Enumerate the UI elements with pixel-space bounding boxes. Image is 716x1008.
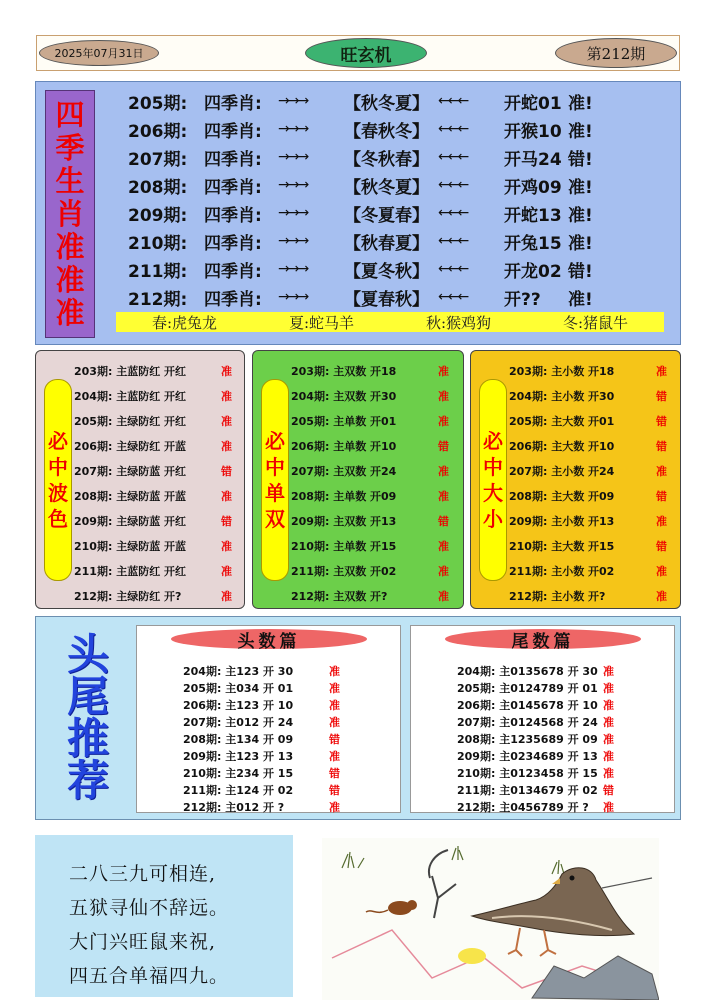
row-result: 准 xyxy=(603,732,614,746)
page-title: 旺玄机 xyxy=(305,38,427,68)
row-text: 205期: 主034 开 01 xyxy=(183,681,294,695)
arrow-left-icon: ←←← xyxy=(438,121,468,137)
row-text: 204期: 主小数 开30 xyxy=(509,390,615,403)
row-text: 210期: 主绿防蓝 开蓝 xyxy=(74,540,187,553)
prediction-issue: 208期: xyxy=(128,177,188,198)
row-result: 准 xyxy=(656,365,667,378)
row-text: 211期: 主双数 开02 xyxy=(291,565,397,578)
row-result: 错 xyxy=(329,783,340,797)
table-row xyxy=(291,486,449,506)
row-text: 212期: 主012 开 ? xyxy=(183,800,285,814)
arrow-right-icon: →→→ xyxy=(278,93,308,109)
row-result: 错 xyxy=(656,440,667,453)
table-row xyxy=(509,461,667,481)
prediction-group: 【秋冬夏】 xyxy=(344,93,429,114)
head-number-panel xyxy=(136,625,401,813)
title-char: 必 xyxy=(483,429,503,453)
big-small-box xyxy=(470,350,681,609)
table-row xyxy=(74,436,232,456)
wave-color-title xyxy=(44,379,72,581)
row-result: 准 xyxy=(329,698,340,712)
row-text: 208期: 主单数 开09 xyxy=(291,490,397,503)
row-text: 204期: 主双数 开30 xyxy=(291,390,397,403)
row-text: 210期: 主0123458 开 15 xyxy=(457,766,598,780)
table-row xyxy=(457,730,617,747)
date-badge: 2025年07月31日 xyxy=(39,40,159,66)
row-result: 错 xyxy=(656,490,667,503)
arrow-left-icon: ←←← xyxy=(438,289,468,305)
row-result: 错 xyxy=(329,732,340,746)
row-text: 211期: 主小数 开02 xyxy=(509,565,615,578)
title-char: 小 xyxy=(483,507,503,531)
prediction-label: 四季肖: xyxy=(204,93,262,114)
table-row xyxy=(509,411,667,431)
prediction-issue: 210期: xyxy=(128,233,188,254)
row-text: 204期: 主蓝防红 开红 xyxy=(74,390,187,403)
season-zodiac-section xyxy=(35,81,681,345)
arrow-right-icon: →→→ xyxy=(278,121,308,137)
head-number-header: 头数篇 xyxy=(171,629,367,649)
arrow-left-icon: ←←← xyxy=(438,233,468,249)
row-result: 准 xyxy=(221,415,232,428)
arrow-left-icon: ←←← xyxy=(438,261,468,277)
prediction-issue: 211期: xyxy=(128,261,188,282)
poem-line: 大门兴旺鼠来祝, xyxy=(69,931,217,953)
prediction-row xyxy=(128,256,608,282)
prediction-result: 准! xyxy=(568,289,593,310)
table-row xyxy=(291,586,449,606)
table-row xyxy=(74,361,232,381)
row-text: 207期: 主双数 开24 xyxy=(291,465,397,478)
title-char: 中 xyxy=(265,455,285,479)
arrow-left-icon: ←←← xyxy=(438,177,468,193)
row-result: 准 xyxy=(656,565,667,578)
prediction-row xyxy=(128,284,608,310)
row-result: 错 xyxy=(656,540,667,553)
row-text: 203期: 主蓝防红 开红 xyxy=(74,365,187,378)
table-row xyxy=(509,561,667,581)
row-result: 准 xyxy=(438,490,449,503)
table-row xyxy=(291,386,449,406)
prediction-label: 四季肖: xyxy=(204,121,262,142)
odd-even-box xyxy=(252,350,464,609)
issue-badge: 第212期 xyxy=(555,38,677,68)
table-row xyxy=(183,747,343,764)
tail-number-header: 尾数篇 xyxy=(445,629,641,649)
row-result: 错 xyxy=(438,440,449,453)
title-char: 波 xyxy=(48,481,68,505)
prediction-open: 开龙02 xyxy=(504,261,562,282)
title-char: 色 xyxy=(48,507,68,531)
prediction-open: 开蛇13 xyxy=(504,205,562,226)
head-tail-title xyxy=(50,629,126,807)
row-result: 准 xyxy=(438,565,449,578)
prediction-issue: 205期: xyxy=(128,93,188,114)
table-row xyxy=(509,436,667,456)
table-row xyxy=(291,436,449,456)
row-result: 准 xyxy=(438,415,449,428)
prediction-open: 开兔15 xyxy=(504,233,562,254)
row-text: 206期: 主123 开 10 xyxy=(183,698,294,712)
tail-number-panel xyxy=(410,625,675,813)
table-row xyxy=(74,486,232,506)
row-text: 211期: 主0134679 开 02 xyxy=(457,783,598,797)
prediction-group: 【秋冬夏】 xyxy=(344,177,429,198)
prediction-label: 四季肖: xyxy=(204,149,262,170)
poem-line: 二八三九可相连, xyxy=(69,863,217,885)
row-text: 211期: 主124 开 02 xyxy=(183,783,294,797)
big-small-title xyxy=(479,379,507,581)
title-char: 推 xyxy=(66,714,109,763)
table-row xyxy=(183,679,343,696)
table-row xyxy=(183,781,343,798)
row-text: 207期: 主0124568 开 24 xyxy=(457,715,598,729)
row-result: 准 xyxy=(438,465,449,478)
prediction-label: 四季肖: xyxy=(204,289,262,310)
table-row xyxy=(509,511,667,531)
row-text: 204期: 主123 开 30 xyxy=(183,664,294,678)
season-spring: 春:虎兔龙 xyxy=(151,313,218,332)
prediction-open: 开?? xyxy=(504,289,541,310)
row-result: 准 xyxy=(329,681,340,695)
prediction-result: 准! xyxy=(568,121,593,142)
prediction-row xyxy=(128,144,608,170)
row-result: 准 xyxy=(438,540,449,553)
header-bar xyxy=(36,35,680,71)
season-summer: 夏:蛇马羊 xyxy=(288,313,355,332)
title-char: 荐 xyxy=(66,756,109,805)
table-row xyxy=(457,764,617,781)
season-legend xyxy=(116,312,664,332)
table-row xyxy=(183,764,343,781)
title-char: 必 xyxy=(265,429,285,453)
row-result: 准 xyxy=(221,565,232,578)
table-row xyxy=(74,586,232,606)
title-char: 生 xyxy=(55,163,85,198)
row-result: 准 xyxy=(329,664,340,678)
table-row xyxy=(509,361,667,381)
prediction-open: 开鸡09 xyxy=(504,177,562,198)
row-result: 错 xyxy=(329,766,340,780)
prediction-group: 【春秋冬】 xyxy=(344,121,429,142)
prediction-label: 四季肖: xyxy=(204,233,262,254)
poem-line: 四五合单福四九。 xyxy=(69,965,230,987)
row-result: 准 xyxy=(603,715,614,729)
row-result: 准 xyxy=(438,365,449,378)
title-char: 肖 xyxy=(55,196,85,231)
row-result: 准 xyxy=(438,590,449,603)
row-result: 准 xyxy=(221,540,232,553)
row-text: 203期: 主小数 开18 xyxy=(509,365,615,378)
prediction-result: 准! xyxy=(568,233,593,254)
title-char: 双 xyxy=(265,507,285,531)
row-result: 错 xyxy=(438,515,449,528)
row-text: 208期: 主大数 开09 xyxy=(509,490,615,503)
table-row xyxy=(509,386,667,406)
row-text: 209期: 主双数 开13 xyxy=(291,515,397,528)
title-char: 尾 xyxy=(66,672,109,721)
table-row xyxy=(509,486,667,506)
sun-icon xyxy=(458,948,486,964)
prediction-row xyxy=(128,88,608,114)
row-text: 212期: 主小数 开? xyxy=(509,590,606,603)
row-text: 206期: 主大数 开10 xyxy=(509,440,615,453)
prediction-row xyxy=(128,116,608,142)
table-row xyxy=(509,536,667,556)
title-char: 中 xyxy=(48,455,68,479)
title-char: 大 xyxy=(483,481,503,505)
row-result: 准 xyxy=(603,749,614,763)
table-row xyxy=(74,536,232,556)
row-text: 209期: 主123 开 13 xyxy=(183,749,294,763)
row-result: 错 xyxy=(603,783,614,797)
bird-rat-illustration xyxy=(322,838,659,1000)
title-char: 必 xyxy=(48,429,68,453)
row-text: 204期: 主0135678 开 30 xyxy=(457,664,598,678)
arrow-right-icon: →→→ xyxy=(278,261,308,277)
table-row xyxy=(291,461,449,481)
row-result: 准 xyxy=(603,681,614,695)
prediction-row xyxy=(128,200,608,226)
row-text: 212期: 主绿防红 开? xyxy=(74,590,182,603)
arrow-left-icon: ←←← xyxy=(438,93,468,109)
poem-line: 五狱寻仙不辞远。 xyxy=(69,897,230,919)
table-row xyxy=(183,662,343,679)
prediction-issue: 209期: xyxy=(128,205,188,226)
row-text: 210期: 主大数 开15 xyxy=(509,540,615,553)
row-text: 205期: 主单数 开01 xyxy=(291,415,397,428)
arrow-right-icon: →→→ xyxy=(278,149,308,165)
row-result: 准 xyxy=(603,766,614,780)
row-result: 准 xyxy=(221,590,232,603)
prediction-group: 【冬秋春】 xyxy=(344,149,429,170)
poem-box xyxy=(35,835,293,997)
row-text: 205期: 主0124789 开 01 xyxy=(457,681,598,695)
row-result: 准 xyxy=(656,515,667,528)
row-text: 211期: 主蓝防红 开红 xyxy=(74,565,187,578)
row-text: 207期: 主小数 开24 xyxy=(509,465,615,478)
prediction-row xyxy=(128,228,608,254)
prediction-result: 准! xyxy=(568,205,593,226)
table-row xyxy=(457,798,617,815)
arrow-right-icon: →→→ xyxy=(278,205,308,221)
arrow-right-icon: →→→ xyxy=(278,233,308,249)
row-text: 203期: 主双数 开18 xyxy=(291,365,397,378)
row-result: 准 xyxy=(221,390,232,403)
odd-even-title xyxy=(261,379,289,581)
prediction-label: 四季肖: xyxy=(204,205,262,226)
arrow-left-icon: ←←← xyxy=(438,205,468,221)
row-result: 准 xyxy=(603,664,614,678)
prediction-issue: 207期: xyxy=(128,149,188,170)
table-row xyxy=(183,696,343,713)
row-text: 207期: 主绿防蓝 开红 xyxy=(74,465,187,478)
title-char: 准 xyxy=(55,262,85,297)
prediction-label: 四季肖: xyxy=(204,177,262,198)
table-row xyxy=(74,386,232,406)
table-row xyxy=(183,713,343,730)
row-text: 209期: 主小数 开13 xyxy=(509,515,615,528)
prediction-group: 【冬夏春】 xyxy=(344,205,429,226)
table-row xyxy=(74,561,232,581)
row-result: 准 xyxy=(221,440,232,453)
table-row xyxy=(183,798,343,815)
prediction-result: 错! xyxy=(568,261,593,282)
table-row xyxy=(457,781,617,798)
table-row xyxy=(457,662,617,679)
arrow-left-icon: ←←← xyxy=(438,149,468,165)
wave-color-box xyxy=(35,350,245,609)
prediction-group: 【夏冬秋】 xyxy=(344,261,429,282)
prediction-issue: 206期: xyxy=(128,121,188,142)
row-result: 准 xyxy=(656,590,667,603)
prediction-group: 【夏春秋】 xyxy=(344,289,429,310)
row-text: 205期: 主大数 开01 xyxy=(509,415,615,428)
row-result: 错 xyxy=(221,515,232,528)
row-text: 212期: 主双数 开? xyxy=(291,590,388,603)
row-result: 错 xyxy=(656,390,667,403)
row-result: 准 xyxy=(329,749,340,763)
row-text: 206期: 主单数 开10 xyxy=(291,440,397,453)
row-result: 准 xyxy=(221,490,232,503)
title-char: 四 xyxy=(55,97,85,132)
table-row xyxy=(457,713,617,730)
row-text: 206期: 主0145678 开 10 xyxy=(457,698,598,712)
row-text: 210期: 主234 开 15 xyxy=(183,766,294,780)
prediction-result: 准! xyxy=(568,93,593,114)
row-text: 212期: 主0456789 开 ? xyxy=(457,800,589,814)
row-text: 206期: 主绿防红 开蓝 xyxy=(74,440,187,453)
table-row xyxy=(291,536,449,556)
title-char: 季 xyxy=(55,130,85,165)
row-text: 209期: 主绿防蓝 开红 xyxy=(74,515,187,528)
table-row xyxy=(291,361,449,381)
prediction-label: 四季肖: xyxy=(204,261,262,282)
title-char: 准 xyxy=(55,229,85,264)
head-tail-section xyxy=(35,616,681,820)
row-text: 205期: 主绿防红 开红 xyxy=(74,415,187,428)
table-row xyxy=(74,511,232,531)
row-text: 208期: 主134 开 09 xyxy=(183,732,294,746)
row-text: 208期: 主1235689 开 09 xyxy=(457,732,598,746)
prediction-result: 错! xyxy=(568,149,593,170)
row-result: 错 xyxy=(221,465,232,478)
row-text: 208期: 主绿防蓝 开蓝 xyxy=(74,490,187,503)
prediction-row xyxy=(128,172,608,198)
row-result: 准 xyxy=(329,800,340,814)
arrow-right-icon: →→→ xyxy=(278,289,308,305)
table-row xyxy=(291,511,449,531)
row-result: 准 xyxy=(603,698,614,712)
prediction-issue: 212期: xyxy=(128,289,188,310)
row-text: 207期: 主012 开 24 xyxy=(183,715,294,729)
title-char: 准 xyxy=(55,295,85,330)
prediction-group: 【秋春夏】 xyxy=(344,233,429,254)
title-char: 单 xyxy=(265,481,285,505)
table-row xyxy=(457,696,617,713)
row-text: 209期: 主0234689 开 13 xyxy=(457,749,598,763)
table-row xyxy=(291,411,449,431)
prediction-result: 准! xyxy=(568,177,593,198)
prediction-open: 开马24 xyxy=(504,149,562,170)
season-zodiac-title xyxy=(45,90,95,338)
row-text: 210期: 主单数 开15 xyxy=(291,540,397,553)
season-autumn: 秋:猴鸡狗 xyxy=(425,313,492,332)
arrow-right-icon: →→→ xyxy=(278,177,308,193)
prediction-open: 开猴10 xyxy=(504,121,562,142)
row-result: 准 xyxy=(438,390,449,403)
prediction-open: 开蛇01 xyxy=(504,93,562,114)
row-result: 错 xyxy=(656,415,667,428)
table-row xyxy=(291,561,449,581)
row-result: 准 xyxy=(656,465,667,478)
title-char: 中 xyxy=(483,455,503,479)
table-row xyxy=(457,679,617,696)
table-row xyxy=(74,461,232,481)
table-row xyxy=(509,586,667,606)
row-result: 准 xyxy=(603,800,614,814)
table-row xyxy=(74,411,232,431)
title-char: 头 xyxy=(66,630,109,679)
season-winter: 冬:猪鼠牛 xyxy=(562,313,629,332)
table-row xyxy=(457,747,617,764)
row-result: 准 xyxy=(221,365,232,378)
row-result: 准 xyxy=(329,715,340,729)
table-row xyxy=(183,730,343,747)
